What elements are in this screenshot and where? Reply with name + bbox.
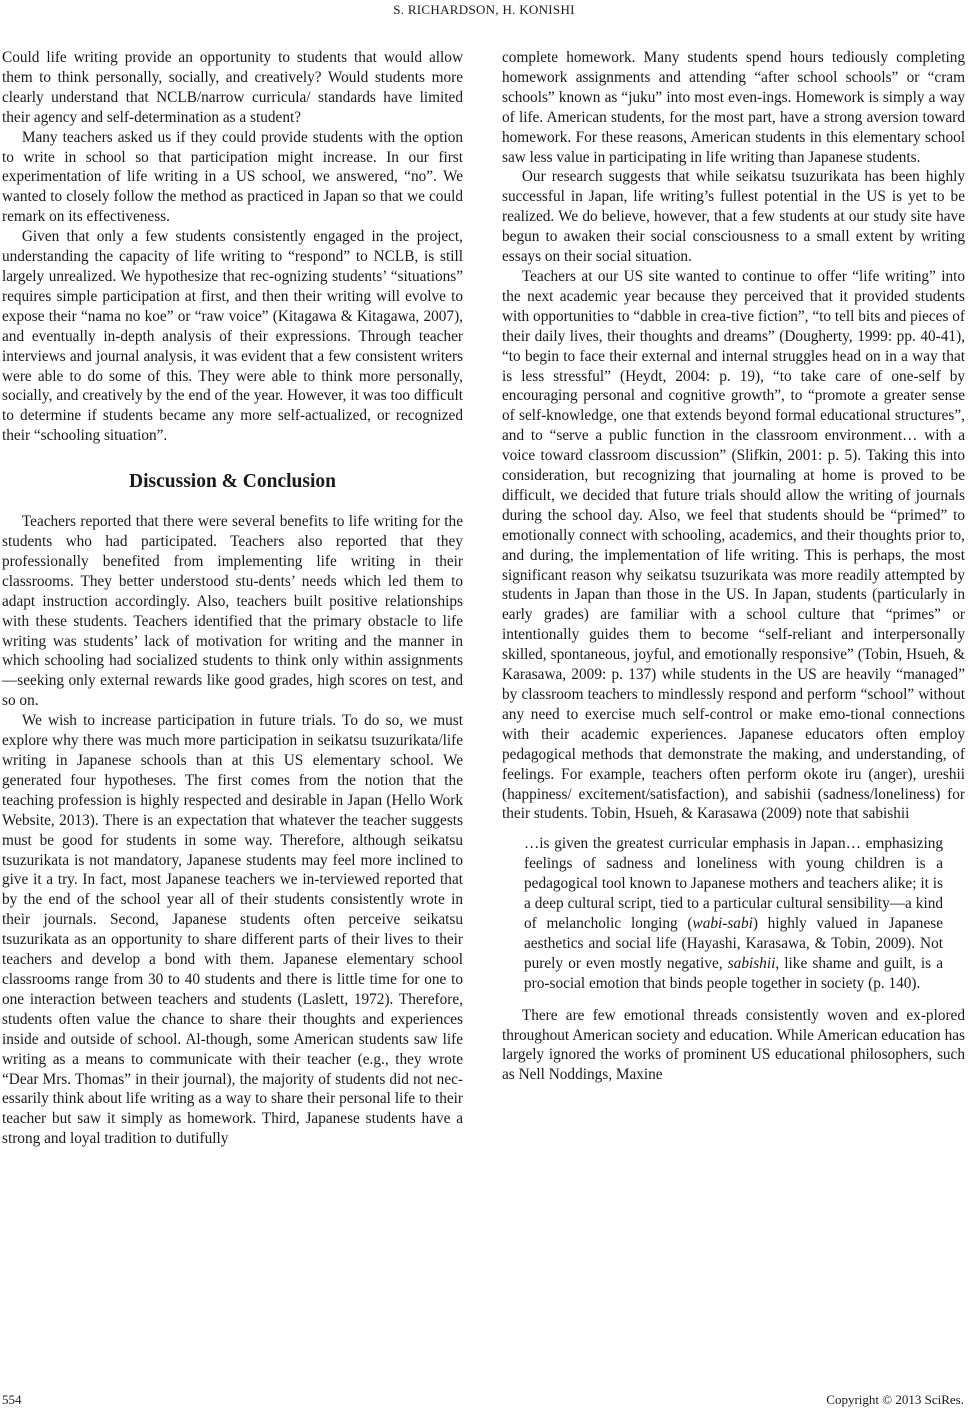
quote-text: …is given the greatest curricular emphasis in Japan… emphasizing feelings of sadness and loneliness with young children is a pedagogical tool known to Japanese mothers and teachers alike; it is a deep cultural script, tied to a particular cultural sensibility—a kind of melancholic longing ( — [524, 835, 943, 932]
body-paragraph: We wish to increase participation in future trials. To do so, we must explore why there was much more participation in seikatsu tsuzurikata/life writing in Japanese schools than at this US elementary school. We generated four hypotheses. The first comes from the notion that the teaching profession is highly respected and desirable in Japan (Hello Work Website, 2013). There is an expectation that whatever the teacher suggests must be good for students in some way. Therefore, although seikatsu tsuzurikata is not mandatory, Japanese students may feel more inclined to give it a try. In fact, most Japanese teachers we in-terviewed reported that by the end of the school year all of their students consistently wrote in their journals. Second, Japanese students often perceive seikatsu tsuzurikata as an opportunity to share different parts of their lives to their teachers and develop a bond with them. Japanese elementary school classrooms range from 30 to 40 students and there is little time for one to one interaction between teachers and students (Laslett, 1972). Therefore, students often value the chance to share their thoughts and experiences inside and outside of school. Al-though, some American students saw life writing as a means to communicate with their teacher (e.g., they wrote “Dear Mrs. Thomas” in their journal), the majority of students did not nec-essarily think about life writing as a way to share their personal life to their teacher but saw it simply as homework. Third, Japanese students have a strong and loyal tradition to dutifully — [2, 712, 463, 1148]
page-number: 554 — [2, 1392, 22, 1407]
left-column — [2, 48, 463, 1149]
running-head: S. RICHARDSON, H. KONISHI — [393, 2, 575, 17]
body-paragraph: Teachers reported that there were several benefits to life writing for the students who had participated. Teachers also reported that they professionally benefited from implementing life writing in their classrooms. They better understood stu-dents’ needs which led them to adapt instruction accordingly. Also, teachers built positive relationships with these students. Teachers identified that the primary obstacle to life writing was students’ lack of motivation for writing and the manner in which schooling had socialized students to think only within assignments—seeking only external rewards like good grades, high scores on test, and so on. — [2, 513, 463, 710]
copyright-notice: Copyright © 2013 SciRes. — [826, 1392, 964, 1407]
body-paragraph: There are few emotional threads consistently woven and ex-plored throughout American society and education. While American education has largely ignored the works of prominent US educational philosophers, such as Nell Noddings, Maxine — [502, 1006, 965, 1084]
body-paragraph: Our research suggests that while seikatsu tsuzurikata has been highly successful in Japan, life writing’s fullest potential in the US is yet to be realized. We do believe, however, that a few students at our study site have begun to awaken their social consciousness to a small extent by writing essays on their social situation. — [502, 168, 965, 266]
quote-emphasis: sabishii — [727, 954, 776, 972]
quote-text: ) highly valued in Japanese aesthetics and social life (Hayashi, Karasawa, & Tobin, 2009). Not purely or even mostly negative, — [524, 914, 943, 972]
body-paragraph: complete homework. Many students spend hours tediously completing homework assignments and attending “after school schools” or “cram schools” known as “juku” into most even-ings. Homework is simply a way of life. American students, for the most part, have a strong aversion toward homework. For these reasons, American students in this elementary school saw less value in participating in life writing than Japanese students. — [502, 49, 965, 166]
body-paragraph: Many teachers asked us if they could provide students with the option to write in school so that participation might increase. In our first experimentation of life writing in a US school, we answered, “no”. We wanted to closely follow the method as practiced in Japan so that we could remark on its effectiveness. — [2, 128, 463, 226]
body-paragraph: Teachers at our US site wanted to continue to offer “life writing” into the next academic year because they perceived that it provided students with opportunities to “dabble in crea-tive fiction”, “to tell bits and pieces of their daily lives, their thoughts and dreams” (Dougherty, 1999: pp. 40-41), “to begin to face their external and internal struggles head on in a way that is less stressful” (Heydt, 2004: p. 19), “to take care of one-self by encouraging personal and cognitive growth”, to “promote a greater sense of self-knowledge, one that extends beyond formal educational structures”, and to “serve a public function in the classroom environment… with a voice toward classroom discussion” (Slifkin, 2001: p. 5). Taking this into consideration, but recognizing that journaling at home is proved to be difficult, we decided that future trials should allow the writing of journals during the school day. Also, we feel that students should be “primed” to emotionally connect with schooling, academics, and their thoughts prior to, and during, the implementation of life writing. This is perhaps, the most significant reason why seikatsu tsuzurikata was more readily attempted by students in Japan than those in the US. In Japan, students (particularly in early grades) are familiar with a school culture that “primes” or intentionally guides them to become “self-reliant and interpersonally skilled, spontaneous, joyful, and emotionally responsive” (Tobin, Hsueh, & Karasawa, 2009: p. 137) while students in the US are heavily “managed” by classroom teachers to mindlessly respond and perform “school” without any need to exercise much self-control or make emo-tional connections with their academic experiences. Japanese educators often employ pedagogical methods that demonstrate the making, and understanding, of feelings. For example, teachers often perform okote iru (anger), ureshii (happiness/ excitement/satisfaction), and sabishii (sadness/loneliness) for their students. Tobin, Hsueh, & Karasawa (2009) note that sabishii — [502, 267, 965, 823]
quote-emphasis: wabi-sabi — [692, 914, 753, 932]
section-heading: Discussion & Conclusion — [129, 471, 336, 493]
body-paragraph: Could life writing provide an opportunity to students that would allow them to think personally, socially, and creatively? Would students more clearly understand that NCLB/narrow curricula/ standards have limited their agency and self-determination as a student? — [2, 49, 463, 126]
block-quote — [524, 834, 943, 993]
right-column — [502, 48, 965, 1085]
quote-text: , like shame and guilt, is a pro-social emotion that binds people together in society (p. 140). — [524, 954, 943, 992]
body-paragraph: Given that only a few students consistently engaged in the project, understanding the capacity of life writing to “respond” to NCLB, is still largely unrealized. We hypothesize that rec-ognizing students’ “situations” requires simple participation at first, and then their writing will evolve to expose their “nama no koe” or “raw voice” (Kitagawa & Kitagawa, 2007), and eventually in-depth analysis of their expressions. Through teacher interviews and journal analysis, it was evident that a few consistent writers were able to do some of this. They were able to think more personally, socially, and creatively by the end of the year. However, it was too difficult to determine if students became any more self-actualized, or recognized their “schooling situation”. — [2, 228, 463, 445]
